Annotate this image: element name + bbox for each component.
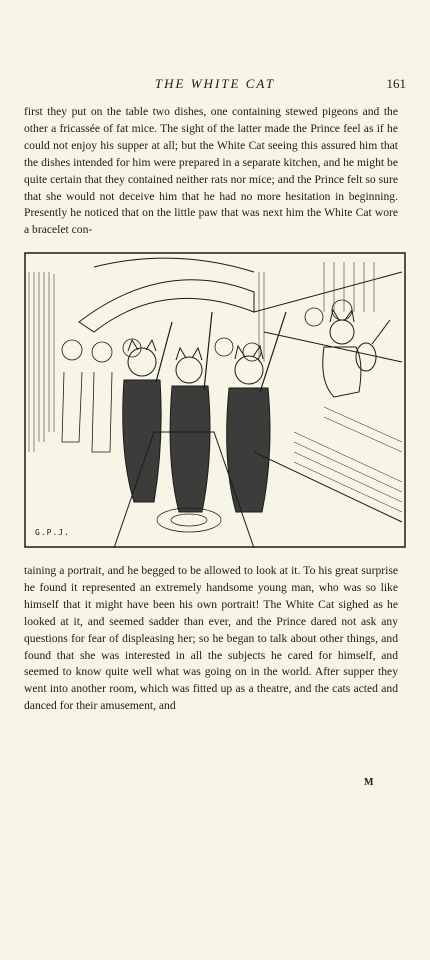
cat-1-with-sword bbox=[123, 322, 172, 502]
page-header bbox=[24, 76, 406, 94]
stage-edge bbox=[254, 452, 402, 522]
running-title: THE WHITE CAT bbox=[154, 76, 276, 91]
signature-mark: M bbox=[364, 777, 374, 788]
artist-signature: G.P.J. bbox=[35, 528, 70, 537]
ceiling-molding bbox=[94, 258, 254, 272]
illustration-frame bbox=[25, 253, 405, 547]
body-paragraph-2: taining a portrait, and he begged to be allowed to look at it. To his great surprise he found it represented an extremely handsome young man, who was so like himself that it might have been his own portrait! The White Cat sighed as he looked at it, and seemed sadder than ever, and the Prince dared not ask any questions for fear of displeasing her; so he began to talk about other things, and found that she was interested in all the subjects he cared for himself, and seemed to know quite well what was going on in the world. After supper they went into another room, which was fitted up as a theatre, and the cats acted and danced for their amusement, and bbox=[24, 564, 398, 713]
body-paragraph-1: first they put on the table two dishes, one containing stewed pigeons and the other a fricassée of fat mice. The sight of the latter made the Prince feel as if he could not enjoy his supper at all; but the White Cat seeing this assured him that the dishes intended for him were prepared in a separate kitchen, and he might be quite certain that they contained neither rats nor mice; and the Prince felt so sure that she would not deceive him that he had no more hesitation in beginning. Presently he noticed that on the little paw that was next him the White Cat wore a bracelet con- bbox=[24, 105, 398, 237]
ceiling-arch bbox=[79, 280, 254, 332]
cat-2-with-sword bbox=[170, 312, 212, 512]
musician-cat bbox=[323, 310, 390, 397]
mandolin-icon bbox=[356, 343, 376, 371]
engraving-svg bbox=[24, 252, 406, 548]
gallery-rail-top bbox=[254, 272, 402, 312]
illustration-cats-procession bbox=[24, 252, 406, 548]
page-number: 161 bbox=[386, 76, 406, 91]
cat-3-with-sword bbox=[227, 312, 286, 512]
